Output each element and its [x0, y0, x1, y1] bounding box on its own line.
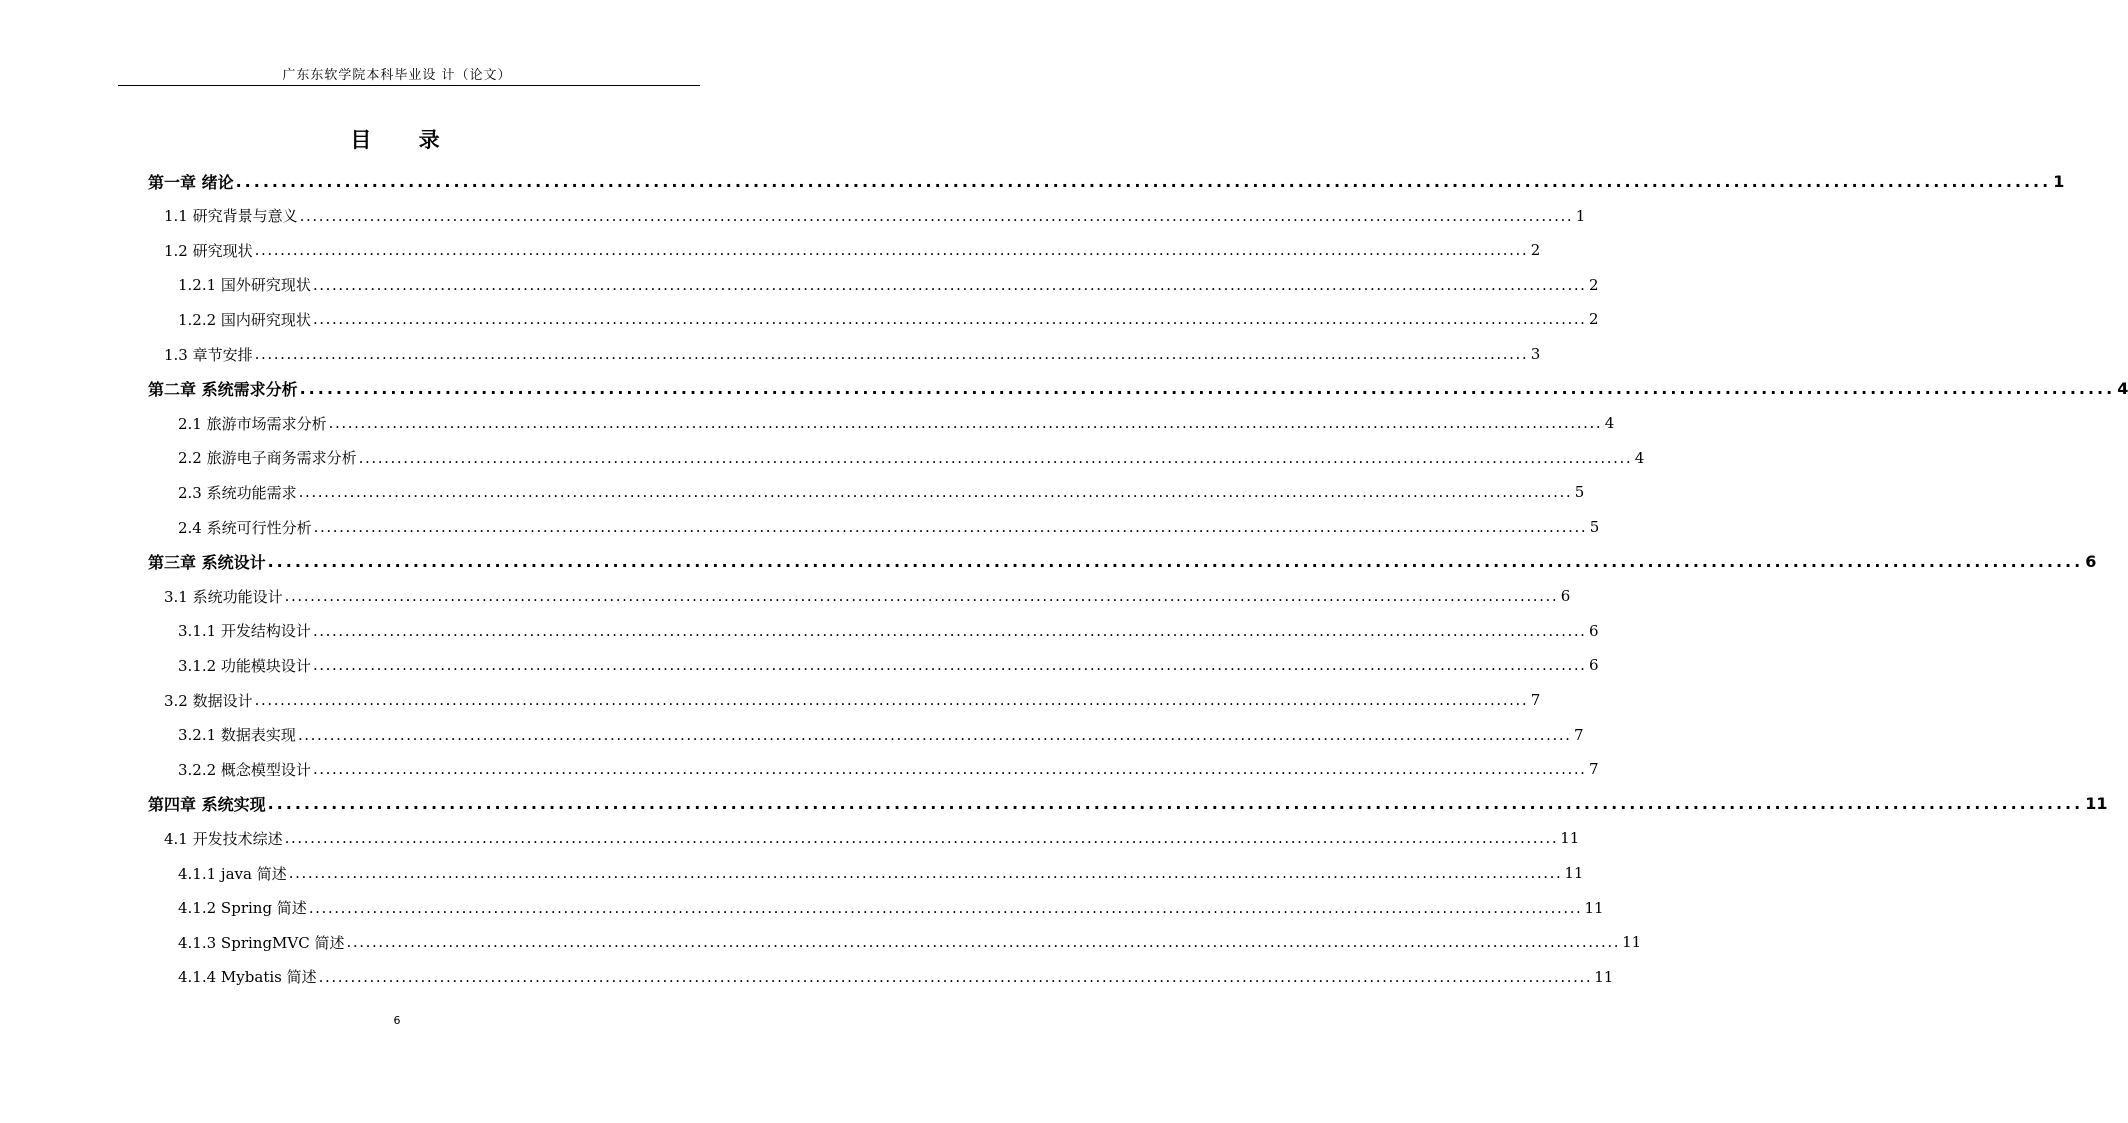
toc-entry-page: 2 — [1589, 310, 1599, 329]
toc-dot-leader: ........................................................................................................................................................................................................ — [254, 691, 1529, 709]
toc-section-entry[interactable] — [178, 510, 1600, 544]
toc-entry-page: 6 — [2085, 552, 2097, 572]
toc-entry-page: 6 — [1560, 587, 1571, 606]
toc-entry-page: 7 — [1574, 725, 1584, 744]
toc-dot-leader: ........................................................................................................................................................................................................ — [318, 967, 1593, 986]
running-header: 广东东软学院本科毕业设 计（论文） — [282, 68, 512, 83]
toc-entry-page: 4 — [1634, 448, 1645, 467]
toc-dot-leader: ........................................................................................................................................................................................................ — [312, 275, 1587, 294]
toc-entry-label: 3.2.1 数据表实现 — [178, 726, 296, 745]
toc-dot-leader: ........................................................................................................................................................................................................ — [284, 829, 1559, 848]
toc-entry-label: 1.2 研究现状 — [164, 241, 253, 260]
toc-dot-leader: ........................................................................................................................................................................................................ — [312, 621, 1587, 640]
toc-entry-label: 3.2.2 概念模型设计 — [178, 760, 311, 779]
toc-section-entry[interactable] — [178, 614, 1599, 648]
toc-entry-page: 7 — [1530, 691, 1541, 709]
toc-entry-label: 2.1 旅游市场需求分析 — [178, 414, 327, 433]
toc-section-entry[interactable] — [178, 752, 1599, 786]
toc-entry-label: 1.1 研究背景与意义 — [164, 207, 298, 226]
toc-section-entry[interactable] — [178, 856, 1584, 890]
toc-dot-leader: ........................................................................................................................................................................................................ — [288, 864, 1563, 882]
toc-dot-leader: ........................................................................................................................................................................................................ — [284, 587, 1559, 606]
toc-dot-leader: ........................................................................................................................................................................................................ — [297, 725, 1572, 744]
toc-entry-label: 3.1.2 功能模块设计 — [178, 656, 311, 675]
toc-entry-page: 2 — [1589, 275, 1599, 294]
toc-entry-label: 3.2 数据设计 — [164, 691, 253, 710]
toc-section-entry[interactable] — [178, 648, 1599, 682]
toc-entry-label: 1.3 章节安排 — [164, 345, 253, 364]
toc-section-entry[interactable] — [178, 891, 1604, 925]
toc-entry-page: 7 — [1589, 760, 1599, 779]
toc-entry-page: 11 — [1584, 898, 1604, 917]
toc-section-entry[interactable] — [178, 925, 1642, 959]
toc-chapter-entry[interactable] — [148, 372, 2128, 406]
toc-section-entry[interactable] — [164, 683, 1541, 717]
toc-entry-label: 1.2.2 国内研究现状 — [178, 310, 311, 329]
toc-section-entry[interactable] — [164, 337, 1541, 371]
toc-section-entry[interactable] — [178, 475, 1585, 509]
toc-chapter-entry[interactable] — [148, 545, 2097, 579]
toc-chapter-entry[interactable] — [148, 787, 2108, 821]
toc-entry-page: 6 — [1589, 656, 1599, 675]
toc-entry-label: 2.2 旅游电子商务需求分析 — [178, 449, 357, 468]
toc-entry-label: 第四章 系统实现 — [148, 795, 266, 815]
toc-entry-label: 第三章 系统设计 — [148, 553, 266, 573]
toc-entry-label: 3.1 系统功能设计 — [164, 587, 283, 606]
toc-entry-label: 第二章 系统需求分析 — [148, 380, 298, 400]
toc-entry-page: 11 — [1564, 864, 1584, 882]
toc-dot-leader: ........................................................................................................................................................................................................ — [254, 241, 1529, 260]
toc-entry-label: 第一章 绪论 — [148, 172, 234, 192]
toc-entry-label: 4.1 开发技术综述 — [164, 829, 283, 848]
toc-section-entry[interactable] — [178, 960, 1614, 994]
toc-title: 目 录 — [350, 128, 460, 152]
toc-section-entry[interactable] — [178, 406, 1615, 440]
toc-section-entry[interactable] — [164, 199, 1586, 233]
toc-dot-leader: ........................................................................................................................................................................................................ — [298, 483, 1573, 502]
toc-section-entry[interactable] — [178, 441, 1645, 475]
toc-entry-page: 4 — [1604, 414, 1615, 433]
toc-dot-leader: ........................................................................................................................................................................................................ — [308, 898, 1583, 917]
toc-section-entry[interactable] — [178, 302, 1599, 336]
toc-section-entry[interactable] — [164, 233, 1541, 267]
toc-section-entry[interactable] — [178, 268, 1599, 302]
toc-dot-leader: ........................................................................................................................................................................................................ — [254, 345, 1529, 363]
toc-entry-label: 2.4 系统可行性分析 — [178, 518, 312, 537]
toc-entry-page: 11 — [2085, 794, 2108, 814]
toc-dot-leader: ........................................................................................................................................................................................................ — [299, 379, 2116, 399]
toc-entry-page: 2 — [1530, 241, 1541, 260]
toc-entry-page: 1 — [2053, 171, 2065, 191]
toc-dot-leader: ........................................................................................................................................................................................................ — [328, 414, 1603, 433]
toc-section-entry[interactable] — [164, 579, 1571, 613]
toc-entry-label: 4.1.3 SpringMVC 简述 — [178, 933, 345, 952]
toc-dot-leader: ........................................................................................................................................................................................................ — [312, 310, 1587, 329]
toc-dot-leader: ........................................................................................................................................................................................................ — [267, 794, 2084, 814]
toc-dot-leader: ........................................................................................................................................................................................................ — [235, 171, 2052, 191]
toc-entry-label: 2.3 系统功能需求 — [178, 483, 297, 502]
toc-dot-leader: ........................................................................................................................................................................................................ — [346, 933, 1621, 952]
toc-dot-leader: ........................................................................................................................................................................................................ — [313, 518, 1588, 536]
toc-dot-leader: ........................................................................................................................................................................................................ — [299, 206, 1574, 225]
toc-entry-page: 11 — [1594, 967, 1614, 986]
toc-dot-leader: ........................................................................................................................................................................................................ — [312, 760, 1587, 779]
toc-dot-leader: ........................................................................................................................................................................................................ — [267, 552, 2084, 572]
toc-entry-label: 1.2.1 国外研究现状 — [178, 276, 311, 295]
toc-entry-page: 11 — [1560, 829, 1580, 848]
toc-section-entry[interactable] — [164, 821, 1580, 855]
toc-entry-label: 3.1.1 开发结构设计 — [178, 622, 311, 641]
toc-entry-page: 3 — [1530, 345, 1541, 363]
toc-chapter-entry[interactable] — [148, 164, 2065, 198]
toc-entry-page: 4 — [2117, 379, 2128, 399]
page-number: 6 — [393, 1014, 401, 1027]
toc-entry-label: 4.1.2 Spring 简述 — [178, 899, 307, 918]
toc-section-entry[interactable] — [178, 718, 1584, 752]
toc-entry-label: 4.1.1 java 简述 — [178, 864, 287, 883]
toc-entry-page: 5 — [1589, 518, 1600, 536]
toc-entry-page: 1 — [1575, 206, 1586, 225]
toc-entry-page: 11 — [1622, 933, 1642, 952]
header-rule — [118, 85, 700, 86]
toc-entry-page: 6 — [1589, 621, 1599, 640]
toc-entry-label: 4.1.4 Mybatis 简述 — [178, 968, 317, 987]
toc-dot-leader: ........................................................................................................................................................................................................ — [358, 448, 1633, 467]
toc-dot-leader: ........................................................................................................................................................................................................ — [312, 656, 1587, 675]
toc-entry-page: 5 — [1574, 483, 1585, 502]
